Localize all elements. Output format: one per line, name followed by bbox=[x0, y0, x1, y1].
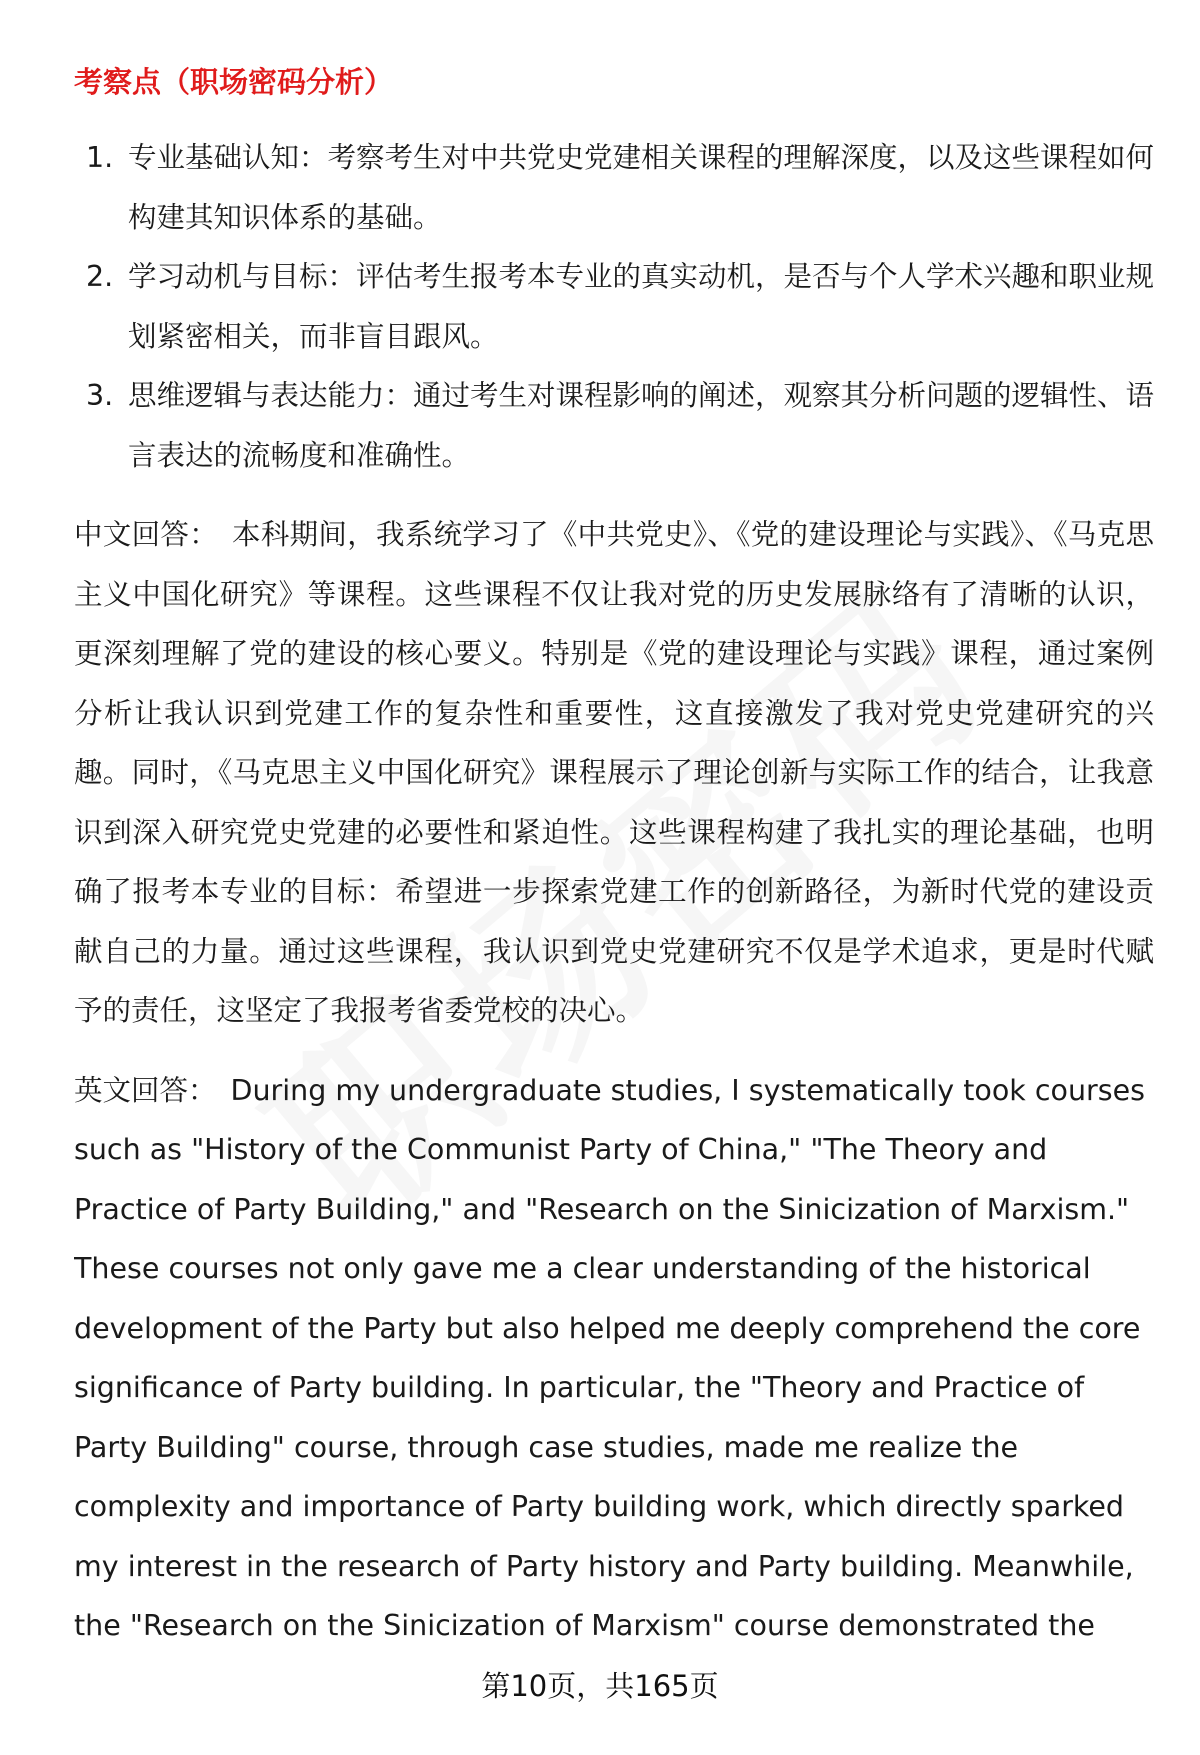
section-title: 考察点（职场密码分析） bbox=[74, 65, 394, 99]
chinese-answer bbox=[74, 505, 1154, 1041]
chinese-answer-text: 本科期间，我系统学习了《中共党史》、《党的建设理论与实践》、《马克思主义中国化研究》等课程。这些课程不仅让我对党的历史发展脉络有了清晰的认识，更深刻理解了党的建设的核心要义。特别是《党的建设理论与实践》课程，通过案例分析让我认识到党建工作的复杂性和重要性，这直接激发了我对党史党建研究的兴趣。同时，《马克思主义中国化研究》课程展示了理论创新与实际工作的结合，让我意识到深入研究党史党建的必要性和紧迫性。这些课程构建了我扎实的理论基础，也明确了报考本专业的目标：希望进一步探索党建工作的创新路径，为新时代党的建设贡献自己的力量。通过这些课程，我认识到党史党建研究不仅是学术追求，更是时代赋予的责任，这坚定了我报考省委党校的决心。 bbox=[74, 518, 1154, 1027]
assessment-points-list bbox=[74, 128, 1154, 485]
list-item bbox=[74, 128, 1154, 247]
page-number: 第10页，共165页 bbox=[481, 1669, 719, 1703]
list-item bbox=[74, 247, 1154, 366]
list-item-number: 3. bbox=[86, 379, 114, 412]
english-answer-label: 英文回答： bbox=[74, 1073, 217, 1107]
list-item-text: 思维逻辑与表达能力：通过考生对课程影响的阐述，观察其分析问题的逻辑性、语言表达的流畅度和准确性。 bbox=[128, 379, 1155, 472]
list-item-text: 学习动机与目标：评估考生报考本专业的真实动机，是否与个人学术兴趣和职业规划紧密相关，而非盲目跟风。 bbox=[128, 260, 1155, 353]
english-answer-text: During my undergraduate studies, I systematically took courses such as "History of the Communist Party of China," "The Theory and Practice of Party Building," and "Research on the Sinicization of Marxism." These courses not only gave me a clear understanding of the historical development of the Party but also helped me deeply comprehend the core significance of Party building. In particular, the "Theory and Practice of Party Building" course, through case studies, made me realize the complexity and importance of Party building work, which directly sparked my interest in the research of Party history and Party building. Meanwhile, the "Research on the Sinicization of Marxism" course demonstrated the bbox=[74, 1073, 1145, 1642]
english-answer bbox=[74, 1061, 1154, 1656]
chinese-answer-label: 中文回答： bbox=[74, 518, 219, 551]
document-page bbox=[74, 58, 1154, 1656]
list-item-number: 2. bbox=[86, 260, 114, 293]
list-item-number: 1. bbox=[86, 141, 114, 174]
list-item-text: 专业基础认知：考察考生对中共党史党建相关课程的理解深度，以及这些课程如何构建其知识体系的基础。 bbox=[128, 141, 1155, 234]
list-item bbox=[74, 366, 1154, 485]
